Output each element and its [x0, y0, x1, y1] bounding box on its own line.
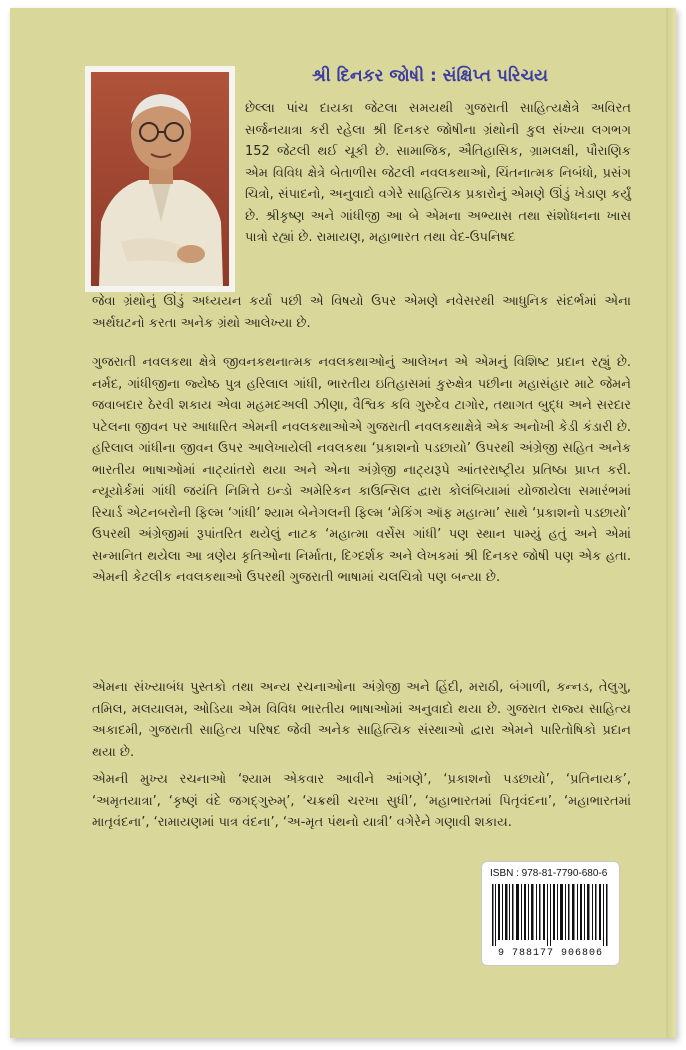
translations-paragraph: એમના સંખ્યાબંધ પુસ્તકો તથા અન્ય રચનાઓના અંગ્રેજી અને હિંદી, મરાઠી, બંગાળી, કન્નડ, તેલુગુ, તમિલ, મલયાલમ, ઓડિયા એમ વિવિધ ભારતીય ભાષાઓમાં અનુવાદો થયા છે. ગુજરાત રાજ્ય સાહિત્ય અકાદમી, ગુજરાતી સાહિત્ય પરિષદ જેવી અનેક સાહિત્યિક સંસ્થાઓ દ્વારા એમને પારિતોષિકો પ્રદાન થયા છે.: [92, 680, 631, 760]
intro-paragraph-continued: જેવા ગ્રંથોનું ઊંડું અધ્યયન કર્યા પછી એ વિષયો ઉપર એમણે નવેસરથી આધુનિક સંદર્ભમાં એના અર્થઘટનો કરતા અનેક ગ્રંથો આલેખ્યા છે.: [92, 294, 631, 331]
intro-paragraph: છેલ્લા પાંચ દાયકા જેટલા સમયથી ગુજરાતી સાહિત્યક્ષેત્રે અવિરત સર્જનયાત્રા કરી રહેલા શ્રી દિનકર જોષીના ગ્રંથોની કુલ સંખ્યા લગભગ 152 જેટલી થઈ ચૂકી છે. સામાજિક, ઐતિહાસિક, ગ્રામલક્ષી, પૌરાણિક એમ વિવિધ ક્ષેત્રે બેતાળીસ જેટલી નવલકથાઓ, ચિંતનાત્મક નિબંધો, પ્રસંગ ચિત્રો, સંપાદનો, અનુવાદો વગેરે સાહિત્યિક પ્રકારોનું એમણે ઊંડું ખેડાણ કર્યું છે. શ્રીકૃષ્ણ અને ગાંધીજી આ બે એમના અભ્યાસ તથા સંશોધનના ખાસ પાત્રો રહ્યાં છે. રામાયણ, મહાભારત તથા વેદ-ઉપનિષદ: [245, 101, 631, 245]
novels-paragraph: ગુજરાતી નવલકથા ક્ષેત્રે જીવનકથનાત્મક નવલકથાઓનું આલેખન એ એમનું વિશિષ્ટ પ્રદાન રહ્યું છે. નર્મદ, ગાંધીજીના જ્યેષ્ઠ પુત્ર હરિલાલ ગાંધી, ભારતીય ઇતિહાસમાં કુરુક્ષેત્ર પછીના મહાસંહાર માટે જેમને જવાબદાર ઠેરવી શકાય એવા મહમદઅલી ઝીણા, વૈશ્વિક કવિ ગુરુદેવ ટાગોર, તથાગત બુદ્ધ અને સરદાર પટેલના જીવન પર આધારિત એમની નવલકથાઓએ ગુજરાતી નવલકથાક્ષેત્રે એક અનોખી કેડી કંડારી છે. હરિલાલ ગાંધીના જીવન ઉપર આલેખાયેલી નવલકથા ‘પ્રકાશનો પડછાયો’ ઉપરથી અંગ્રેજી સહિત અનેક ભારતીય ભાષાઓમાં નાટ્યાંતરો થયા અને એના અંગ્રેજી નાટ્યરૂપે આંતરરાષ્ટ્રીય પ્રતિષ્ઠા પ્રાપ્ત કરી. ન્યૂયોર્કમાં ગાંધી જયંતિ નિમિત્તે ઇન્ડો અમેરિકન કાઉન્સિલ દ્વારા કોલંબિયામાં યોજાયેલા સમારંભમાં રિચાર્ડ એટનબરોની ફિલ્મ ‘ગાંધી’ શ્યામ બેનેગલની ફિલ્મ ‘મેકિંગ ઑફ મહાત્મા’ સાથે ‘પ્રકાશનો પડછાયો’ ઉપરથી અંગ્રેજીમાં રૂપાંતરિત થયેલું નાટક ‘મહાત્મા વર્સેસ ગાંધી’ પણ સ્થાન પામ્યું હતું અને એમાં સન્માનિત થયેલા આ ત્રણેય કૃતિઓના નિર્માતા, દિગ્દર્શક અને લેખકમાં શ્રી દિનકર જોષી પણ એક હતા. એમની કેટલીક નવલકથાઓ ઉપરથી ગુજરાતી ભાષામાં ચલચિત્રો પણ બન્યા છે.: [92, 355, 631, 585]
barcode-icon: [490, 884, 611, 946]
isbn-barcode-box: [482, 862, 619, 965]
cover-spine-edge: [666, 8, 676, 1038]
author-photo: [85, 66, 235, 292]
barcode-number: 9 788177 906806: [497, 948, 603, 959]
isbn-label: ISBN : 978-81-7790-680-6: [490, 868, 608, 879]
major-works-paragraph: એમની મુખ્ય રચનાઓ ‘શ્યામ એકવાર આવીને આંગણે’, ‘પ્રકાશનો પડછાયો’, ‘પ્રતિનાયક’, ‘અમૃતયાત્રા’, ‘કૃષ્ણં વંદે જગદ્ગુરુમ્’, ‘ચક્રથી ચરખા સુધી’, ‘મહાભારતમાં પિતૃવંદના’, ‘મહાભારતમાં માતૃવંદના’, ‘રામાયણમાં પાત્ર વંદના’, ‘અ-મૃત પંથનો યાત્રી’ વગેરેને ગણાવી શકાય.: [92, 772, 631, 830]
page-title: શ્રી દિનકર જોષી : સંક્ષિપ્ત પરિચય: [312, 66, 549, 86]
author-portrait-image: [91, 72, 229, 286]
